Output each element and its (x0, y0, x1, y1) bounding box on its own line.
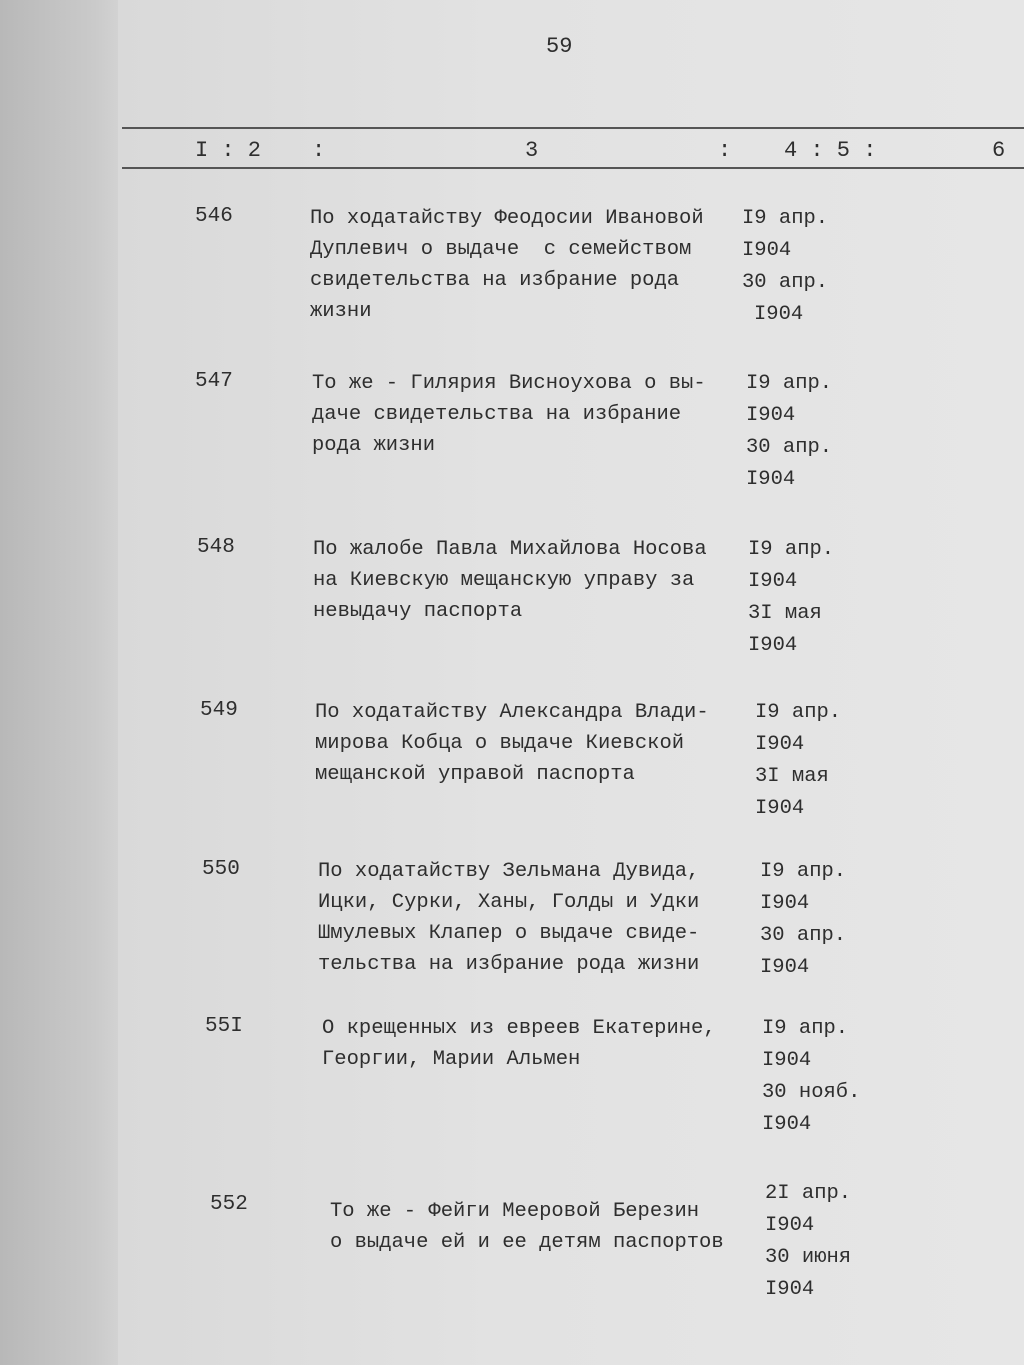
start-date: I9 апр. (760, 860, 847, 883)
entry-dates (760, 856, 846, 984)
end-date: 3I мая (748, 602, 822, 625)
description-line: То же - Фейги Мееровой Березин (330, 1200, 700, 1223)
description-line: жизни (310, 300, 372, 323)
entry-dates (755, 697, 841, 825)
header-sep: : (718, 138, 732, 163)
description-line: мирова Кобца о выдаче Киевской (315, 732, 685, 755)
page-number: 59 (546, 34, 573, 59)
entry-number: 550 (202, 858, 240, 881)
start-date: I9 апр. (748, 538, 835, 561)
description-line: По ходатайству Александра Влади- (315, 701, 709, 724)
header-bottom-rule (122, 167, 1024, 169)
entry-dates (746, 368, 832, 496)
end-date: I904 (765, 1278, 815, 1301)
start-date: I9 апр. (762, 1017, 849, 1040)
description-line: на Киевскую мещанскую управу за (313, 569, 695, 592)
end-date: 30 апр. (760, 924, 847, 947)
end-date: I904 (746, 468, 796, 491)
header-top-rule (122, 127, 1024, 129)
entry-number: 549 (200, 699, 238, 722)
start-date: I904 (742, 239, 792, 262)
start-date: I9 апр. (746, 372, 833, 395)
end-date: 30 апр. (742, 271, 829, 294)
entry-number: 55I (205, 1015, 243, 1038)
end-date: 30 апр. (746, 436, 833, 459)
description-line: о выдаче ей и ее детям паспортов (330, 1231, 724, 1254)
entry-number: 547 (195, 370, 233, 393)
header-col-3: 3 (525, 138, 539, 163)
entry-number: 548 (197, 536, 235, 559)
start-date: 2I апр. (765, 1182, 852, 1205)
entry-description (313, 534, 707, 627)
description-line: мещанской управой паспорта (315, 763, 635, 786)
entry-number: 546 (195, 205, 233, 228)
entry-description (330, 1196, 724, 1258)
description-line: То же - Гилярия Висноухова о вы- (312, 372, 706, 395)
description-line: рода жизни (312, 434, 436, 457)
previous-page-margin (0, 0, 118, 1365)
header-col-4-5: 4 : 5 : (784, 138, 877, 163)
entry-dates (748, 534, 834, 662)
start-date: I9 апр. (755, 701, 842, 724)
start-date: I904 (762, 1049, 812, 1072)
start-date: I9 апр. (742, 207, 829, 230)
description-line: По ходатайству Зельмана Дувида, (318, 860, 700, 883)
end-date: 30 июня (765, 1246, 852, 1269)
description-line: Георгии, Марии Альмен (322, 1048, 581, 1071)
description-line: даче свидетельства на избрание (312, 403, 682, 426)
entry-description (318, 856, 699, 980)
entry-number: 552 (210, 1193, 248, 1216)
description-line: невыдачу паспорта (313, 600, 523, 623)
end-date: I904 (754, 303, 804, 326)
header-sep: : (312, 138, 326, 163)
entry-description (315, 697, 709, 790)
description-line: Дуплевич о выдаче с семейством (310, 238, 692, 261)
start-date: I904 (765, 1214, 815, 1237)
description-line: По ходатайству Феодосии Ивановой (310, 207, 704, 230)
description-line: О крещенных из евреев Екатерине, (322, 1017, 716, 1040)
end-date: I904 (748, 634, 798, 657)
end-date: 3I мая (755, 765, 829, 788)
entry-description (310, 203, 704, 327)
start-date: I904 (746, 404, 796, 427)
end-date: 30 нояб. (762, 1081, 861, 1104)
description-line: Шмулевых Клапер о выдаче свиде- (318, 922, 700, 945)
entry-dates (762, 1013, 860, 1141)
entry-dates (742, 203, 828, 331)
entry-dates (765, 1178, 851, 1306)
header-col-6: 6 (992, 138, 1006, 163)
start-date: I904 (748, 570, 798, 593)
start-date: I904 (760, 892, 810, 915)
description-line: Ицки, Сурки, Ханы, Голды и Удки (318, 891, 700, 914)
end-date: I904 (762, 1113, 812, 1136)
description-line: По жалобе Павла Михайлова Носова (313, 538, 707, 561)
header-col-1-2: I : 2 (195, 138, 262, 163)
end-date: I904 (755, 797, 805, 820)
description-line: тельства на избрание рода жизни (318, 953, 700, 976)
entry-description (312, 368, 706, 461)
entry-description (322, 1013, 716, 1075)
description-line: свидетельства на избрание рода (310, 269, 680, 292)
start-date: I904 (755, 733, 805, 756)
end-date: I904 (760, 956, 810, 979)
